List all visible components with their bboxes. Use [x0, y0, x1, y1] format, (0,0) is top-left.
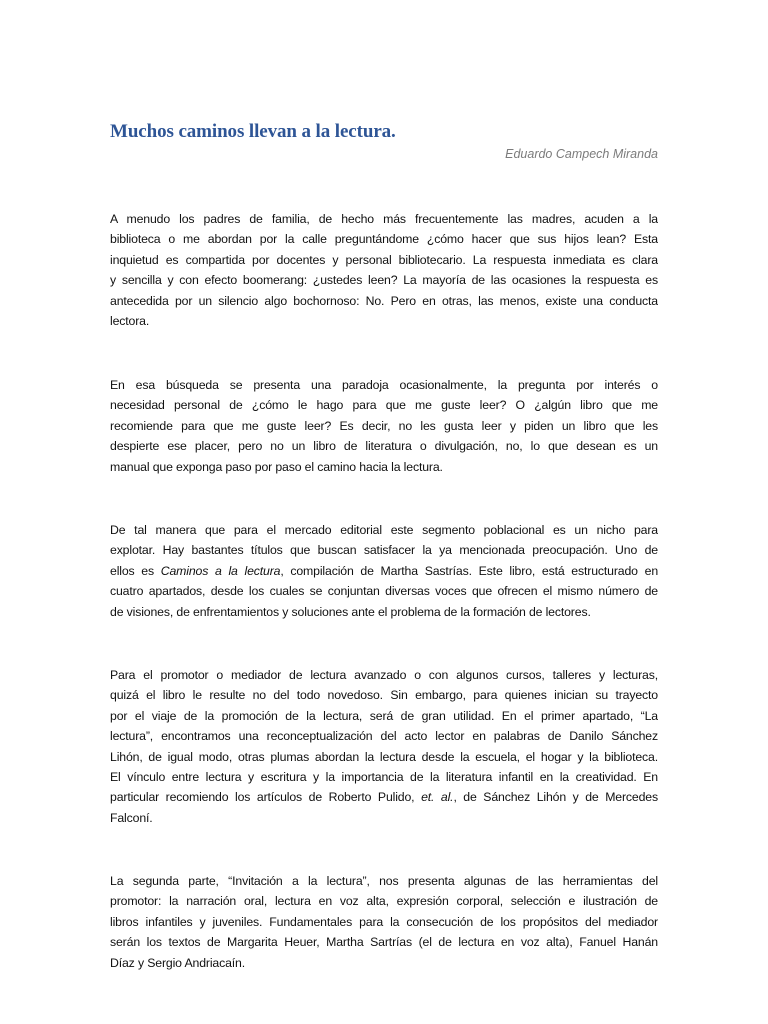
book-title-italic: Caminos a la lectura [160, 563, 281, 578]
paragraph-2 [110, 375, 658, 477]
paragraph-line: serán los textos de Margarita Heuer, Martha Sartrías (el de lectura en voz alta), Fanuel Hanán [110, 935, 658, 950]
paragraph-line: lectura”, encontramos una reconceptualización del acto lector en palabras de Danilo Sánchez [110, 729, 658, 744]
paragraph-line: inquietud es compartida por docentes y personal bibliotecario. La respuesta inmediata es clara [110, 252, 658, 267]
document-title: Muchos caminos llevan a la lectura. [110, 121, 396, 142]
paragraph-line: libros infantiles y juveniles. Fundamentales para la consecución de los propósitos del mediador [110, 914, 658, 929]
text-segment: ellos es [110, 563, 161, 578]
paragraph-line: El vínculo entre lectura y escritura y la importancia de la literatura infantil en la creatividad. En [110, 770, 658, 785]
paragraph-line: Falconí. [110, 810, 153, 825]
paragraph-line: Lihón, de igual modo, otras plumas abordan la lectura desde la escuela, el hogar y la biblioteca. [110, 749, 658, 764]
author-name: Eduardo Campech Miranda [505, 147, 658, 161]
paragraph-line: Para el promotor o mediador de lectura avanzado o con algunos cursos, talleres y lecturas, [110, 668, 658, 682]
paragraph-line: por el viaje de la promoción de la lectura, será de gran utilidad. En el primer apartado, “La [110, 708, 658, 723]
paragraph-line-with-italic [110, 561, 658, 581]
paragraph-4 [110, 665, 658, 828]
paragraph-line: explotar. Hay bastantes títulos que buscan satisfacer la ya mencionada preocupación. Uno de [110, 543, 658, 558]
paragraph-line: Díaz y Sergio Andriacaín. [110, 955, 246, 970]
paragraph-line: La segunda parte, “Invitación a la lectura”, nos presenta algunas de las herramientas del [110, 874, 658, 888]
paragraph-line: necesidad personal de ¿cómo le hago para que me guste leer? O ¿algún libro que me [110, 398, 658, 413]
paragraph-line: biblioteca o me abordan por la calle preguntándome ¿cómo hacer que sus hijos lean? Esta [110, 232, 658, 247]
paragraph-line: despierte ese placer, pero no un libro de literatura o divulgación, no, lo que desean es un [110, 439, 658, 454]
paragraph-line: quizá el libro le resulte no del todo novedoso. Sin embargo, para quienes inician su trayecto [110, 688, 658, 703]
paragraph-line: lectora. [110, 314, 150, 329]
paragraph-line: cuatro apartados, desde los cuales se conjuntan diversas voces que ofrecen el mismo número de [110, 584, 658, 599]
paragraph-5 [110, 871, 658, 973]
paragraph-1 [110, 209, 658, 331]
paragraph-line: De tal manera que para el mercado editorial este segmento poblacional es un nicho para [110, 523, 658, 537]
paragraph-line: manual que exponga paso por paso el camino hacia la lectura. [110, 459, 443, 474]
text-segment: , compilación de Martha Sastrías. Este libro, está estructurado en [280, 563, 658, 578]
paragraph-line: recomiende para que me guste leer? Es decir, no les gusta leer y piden un libro que les [110, 418, 658, 433]
paragraph-line: antecedida por un silencio algo bochornoso: No. Pero en otras, las menos, existe una conducta [110, 293, 658, 308]
paragraph-line: En esa búsqueda se presenta una paradoja ocasionalmente, la pregunta por interés o [110, 378, 658, 392]
text-segment: , de Sánchez Lihón y de Mercedes [453, 790, 658, 805]
citation-italic: et. al. [421, 790, 454, 805]
paragraph-line-with-italic [110, 787, 658, 807]
paragraph-line: promotor: la narración oral, lectura en voz alta, expresión corporal, selección e ilustración de [110, 894, 658, 909]
paragraph-3 [110, 520, 658, 622]
paragraph-line: y sencilla y con efecto boomerang: ¿ustedes leen? La mayoría de las ocasiones la respuesta es [110, 273, 658, 288]
paragraph-line: A menudo los padres de familia, de hecho más frecuentemente las madres, acuden a la [110, 212, 658, 226]
text-segment: particular recomiendo los artículos de Roberto Pulido, [110, 790, 422, 805]
paragraph-line: de visiones, de enfrentamientos y soluciones ante el problema de la formación de lectores. [110, 604, 591, 619]
